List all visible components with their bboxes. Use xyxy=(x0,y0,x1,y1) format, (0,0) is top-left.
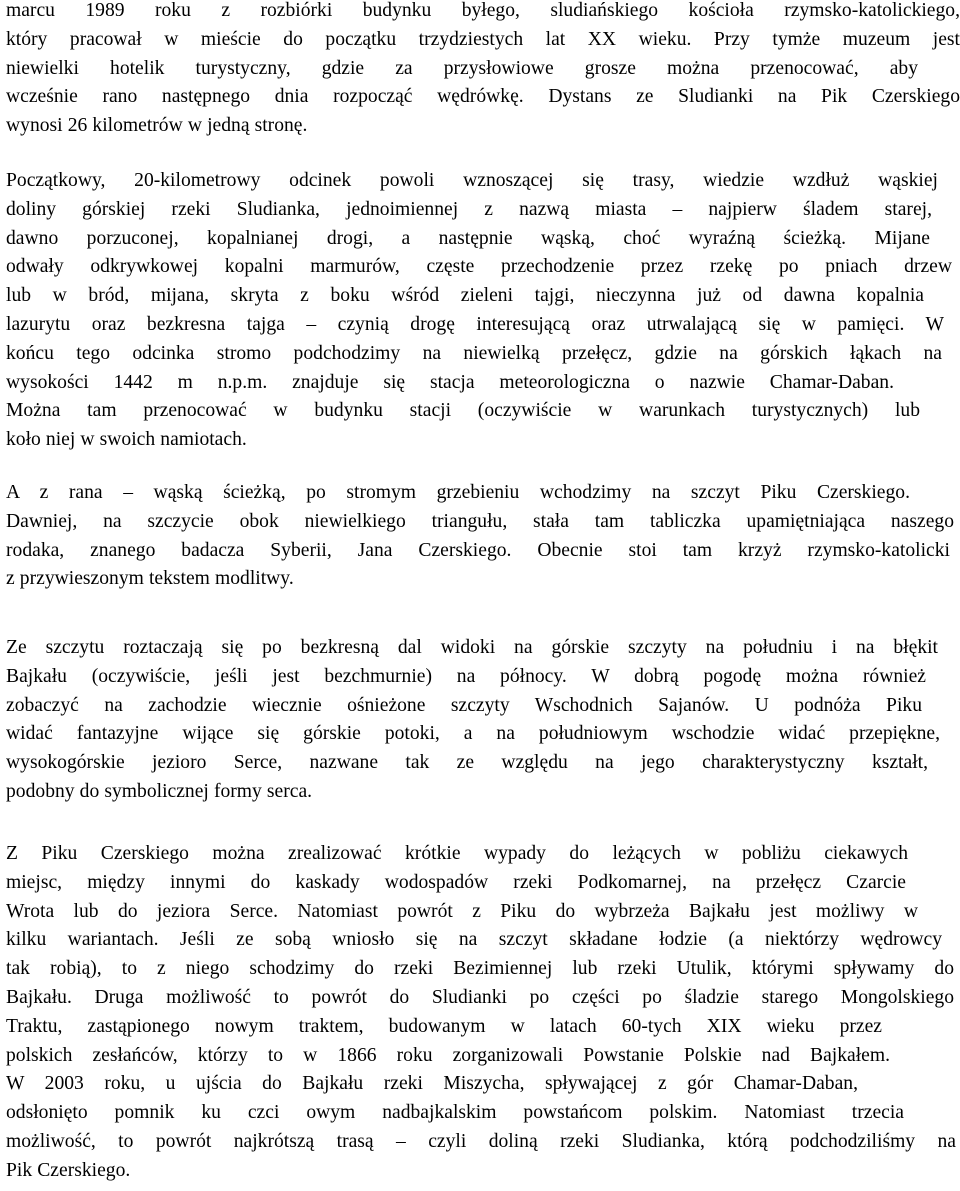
text-line: możliwość, to powrót najkrótszą trasą – czyli doliną rzeki Sludianka, którą podchodziliśmy na xyxy=(6,1130,956,1152)
paragraph-3 xyxy=(6,479,960,594)
text-line: dawno porzuconej, kopalnianej drogi, a następnie wąską, choć wyraźną ścieżką. Mijane xyxy=(6,227,930,249)
text-line: wcześnie rano następnego dnia rozpocząć wędrówkę. Dystans ze Sludianki na Pik Czerskiego xyxy=(6,86,960,108)
text-line: lub w bród, mijana, skryta z boku wśród zieleni tajgi, nieczynna już od dawna kopalnia xyxy=(6,285,924,307)
text-line: W 2003 roku, u ujścia do Bajkału rzeki Miszycha, spływającej z gór Chamar-Daban, xyxy=(6,1073,858,1095)
paragraph-2 xyxy=(6,167,960,455)
text-line: który pracował w mieście do początku trzydziestych lat XX wieku. Przy tymże muzeum jest xyxy=(6,28,960,50)
text-line: marcu 1989 roku z rozbiórki budynku byłego, sludiańskiego kościoła rzymsko-katolickiego, xyxy=(6,0,960,21)
text-line: odwały odkrywkowej kopalni marmurów, częste przechodzenie przez rzekę po pniach drzew xyxy=(6,256,952,278)
text-line: Pik Czerskiego. xyxy=(6,1159,131,1181)
text-line: Bajkału. Druga możliwość to powrót do Sludianki po części po śladzie starego Mongolskiego xyxy=(6,986,954,1008)
text-line: tak robią), to z niego schodzimy do rzeki Bezimiennej lub rzeki Utulik, którymi spływamy do xyxy=(6,958,954,980)
text-line: Wrota lub do jeziora Serce. Natomiast powrót z Piku do wybrzeża Bajkału jest możliwy w xyxy=(6,900,918,922)
text-line: wysokogórskie jezioro Serce, nazwane tak ze względu na jego charakterystyczny kształt, xyxy=(6,752,928,774)
text-line: lazurytu oraz bezkresna tajga – czynią drogę interesującą oraz utrwalającą się w pamięci. W xyxy=(6,313,944,335)
paragraph-1 xyxy=(6,0,960,141)
text-line: Można tam przenocować w budynku stacji (oczywiście w warunkach turystycznych) lub xyxy=(6,400,920,422)
text-line: końcu tego odcinka stromo podchodzimy na niewielką przełęcz, gdzie na górskich łąkach na xyxy=(6,342,942,364)
text-line: wysokości 1442 m n.p.m. znajduje się stacja meteorologiczna o nazwie Chamar-Daban. xyxy=(6,371,894,393)
text-line: zobaczyć na zachodzie wiecznie ośnieżone szczyty Wschodnich Sajanów. U podnóża Piku xyxy=(6,694,922,716)
text-line: kilku wariantach. Jeśli ze sobą wniosło się na szczyt składane łodzie (a niektórzy wędrowcy xyxy=(6,929,942,951)
text-line: doliny górskiej rzeki Sludianka, jednoimiennej z nazwą miasta – najpierw śladem starej, xyxy=(6,198,932,220)
text-line: rodaka, znanego badacza Syberii, Jana Czerskiego. Obecnie stoi tam krzyż rzymsko-katolicki xyxy=(6,539,950,561)
text-line: wynosi 26 kilometrów w jedną stronę. xyxy=(6,115,308,137)
paragraph-4 xyxy=(6,634,960,807)
text-line: z przywieszonym tekstem modlitwy. xyxy=(6,568,294,590)
text-line: Bajkału (oczywiście, jeśli jest bezchmurnie) na północy. W dobrą pogodę można również xyxy=(6,665,926,687)
text-line: Ze szczytu roztaczają się po bezkresną dal widoki na górskie szczyty na południu i na błękit xyxy=(6,637,938,658)
text-line: podobny do symbolicznej formy serca. xyxy=(6,780,313,802)
text-line: odsłonięto pomnik ku czci owym nadbajkalskim powstańcom polskim. Natomiast trzecia xyxy=(6,1102,904,1124)
text-line: koło niej w swoich namiotach. xyxy=(6,429,247,451)
text-line: Z Piku Czerskiego można zrealizować krótkie wypady do leżących w pobliżu ciekawych xyxy=(6,843,908,864)
text-line: miejsc, między innymi do kaskady wodospadów rzeki Podkomarnej, na przełęcz Czarcie xyxy=(6,871,906,893)
text-line: niewielki hotelik turystyczny, gdzie za przysłowiowe grosze można przenocować, aby xyxy=(6,57,918,79)
text-line: Traktu, zastąpionego nowym traktem, budowanym w latach 60-tych XIX wieku przez xyxy=(6,1015,882,1037)
text-line: widać fantazyjne wijące się górskie potoki, a na południowym wschodzie widać przepiękne, xyxy=(6,723,940,745)
paragraph-5 xyxy=(6,840,960,1186)
text-line: Początkowy, 20-kilometrowy odcinek powoli wznoszącej się trasy, wiedzie wzdłuż wąskiej xyxy=(6,170,938,191)
text-line: A z rana – wąską ścieżką, po stromym grzebieniu wchodzimy na szczyt Piku Czerskiego. xyxy=(6,482,910,503)
text-line: polskich zesłańców, którzy to w 1866 roku zorganizowali Powstanie Polskie nad Bajkałem. xyxy=(6,1044,890,1066)
text-line: Dawniej, na szczycie obok niewielkiego triangułu, stała tam tabliczka upamiętniająca naszego xyxy=(6,510,954,532)
